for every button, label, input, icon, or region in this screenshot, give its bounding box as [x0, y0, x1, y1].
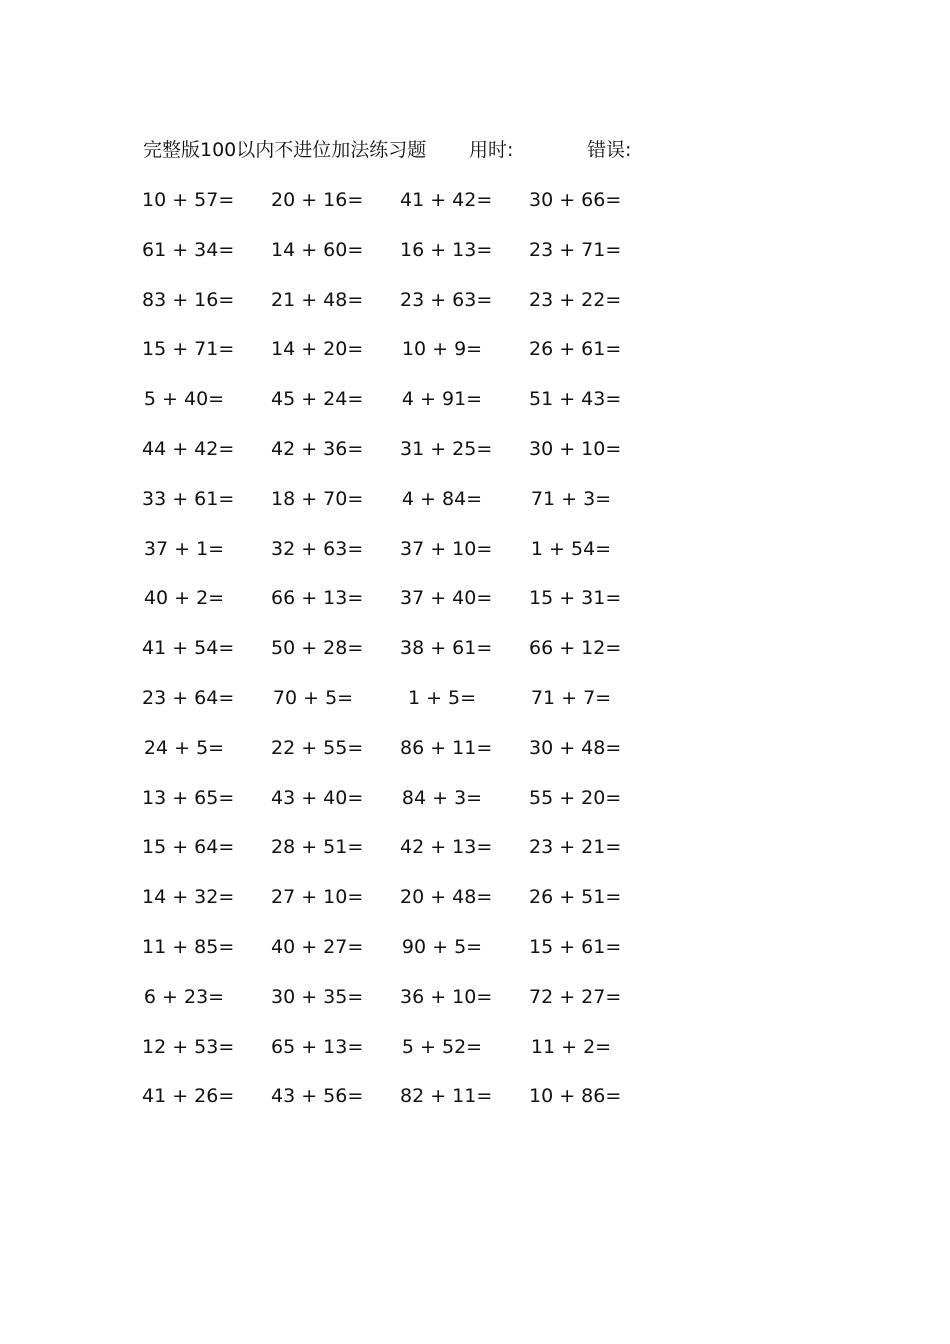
addition-problem: 15 + 64=	[142, 836, 235, 859]
problem-grid	[143, 186, 663, 1132]
addition-problem: 66 + 13=	[271, 587, 364, 610]
addition-problem: 30 + 10=	[529, 437, 622, 460]
addition-problem: 41 + 54=	[142, 637, 235, 660]
addition-problem: 23 + 21=	[529, 836, 622, 859]
addition-problem: 20 + 16=	[271, 189, 364, 211]
addition-problem: 14 + 60=	[271, 238, 364, 261]
addition-problem: 42 + 36=	[271, 437, 364, 460]
addition-problem: 22 + 55=	[271, 736, 364, 759]
addition-problem: 66 + 12=	[529, 637, 622, 660]
addition-problem: 23 + 71=	[529, 238, 622, 261]
addition-problem: 10 + 86=	[529, 1085, 622, 1108]
addition-problem: 11 + 85=	[142, 935, 235, 958]
addition-problem: 37 + 10=	[400, 537, 493, 560]
problem-row	[143, 435, 663, 485]
addition-problem: 90 + 5=	[401, 935, 483, 958]
problem-row	[143, 535, 663, 585]
problem-row	[143, 1033, 663, 1083]
addition-problem: 15 + 31=	[529, 587, 622, 610]
addition-problem: 15 + 61=	[529, 935, 622, 958]
addition-problem: 41 + 26=	[142, 1085, 235, 1108]
addition-problem: 5 + 52=	[401, 1035, 483, 1058]
addition-problem: 61 + 34=	[142, 238, 235, 261]
addition-problem: 23 + 64=	[142, 686, 235, 709]
addition-problem: 44 + 42=	[142, 437, 235, 460]
problem-row	[143, 784, 663, 834]
problem-row	[143, 983, 663, 1033]
addition-problem: 30 + 66=	[529, 189, 622, 211]
addition-problem: 5 + 40=	[143, 388, 225, 411]
addition-problem: 33 + 61=	[142, 487, 235, 510]
addition-problem: 1 + 54=	[530, 537, 612, 560]
addition-problem: 36 + 10=	[400, 985, 493, 1008]
addition-problem: 37 + 1=	[143, 537, 225, 560]
addition-problem: 27 + 10=	[271, 886, 364, 909]
problem-row	[143, 1082, 663, 1132]
addition-problem: 50 + 28=	[271, 637, 364, 660]
problem-row	[143, 186, 663, 236]
addition-problem: 18 + 70=	[271, 487, 364, 510]
addition-problem: 42 + 13=	[400, 836, 493, 859]
addition-problem: 21 + 48=	[271, 288, 364, 311]
addition-problem: 86 + 11=	[400, 736, 493, 759]
addition-problem: 26 + 51=	[529, 886, 622, 909]
addition-problem: 6 + 23=	[143, 985, 225, 1008]
addition-problem: 41 + 42=	[400, 189, 493, 211]
addition-problem: 43 + 40=	[271, 786, 364, 809]
addition-problem: 43 + 56=	[271, 1085, 364, 1108]
worksheet-title: 完整版100以内不进位加法练习题	[143, 139, 427, 161]
addition-problem: 84 + 3=	[401, 786, 483, 809]
addition-problem: 40 + 27=	[271, 935, 364, 958]
addition-problem: 28 + 51=	[271, 836, 364, 859]
addition-problem: 45 + 24=	[271, 388, 364, 411]
addition-problem: 32 + 63=	[271, 537, 364, 560]
problem-row	[143, 883, 663, 933]
problem-row	[143, 236, 663, 286]
addition-problem: 23 + 63=	[400, 288, 493, 311]
addition-problem: 14 + 32=	[142, 886, 235, 909]
addition-problem: 26 + 61=	[529, 338, 622, 361]
addition-problem: 11 + 2=	[530, 1035, 612, 1058]
addition-problem: 24 + 5=	[143, 736, 225, 759]
addition-problem: 82 + 11=	[400, 1085, 493, 1108]
problem-row	[143, 833, 663, 883]
addition-problem: 38 + 61=	[400, 637, 493, 660]
addition-problem: 30 + 35=	[271, 985, 364, 1008]
problem-row	[143, 485, 663, 535]
addition-problem: 4 + 91=	[401, 388, 483, 411]
addition-problem: 4 + 84=	[401, 487, 483, 510]
addition-problem: 1 + 5=	[407, 686, 477, 709]
problem-row	[143, 684, 663, 734]
problem-row	[143, 286, 663, 336]
addition-problem: 40 + 2=	[143, 587, 225, 610]
addition-problem: 13 + 65=	[142, 786, 235, 809]
problem-row	[143, 335, 663, 385]
addition-problem: 65 + 13=	[271, 1035, 364, 1058]
addition-problem: 23 + 22=	[529, 288, 622, 311]
addition-problem: 10 + 9=	[401, 338, 483, 361]
problem-row	[143, 584, 663, 634]
problem-row	[143, 734, 663, 784]
addition-problem: 20 + 48=	[400, 886, 493, 909]
addition-problem: 12 + 53=	[142, 1035, 235, 1058]
problem-row	[143, 385, 663, 435]
errors-label: 错误:	[587, 139, 632, 161]
problem-row	[143, 634, 663, 684]
time-used-label: 用时:	[469, 139, 514, 161]
addition-problem: 83 + 16=	[142, 288, 235, 311]
addition-problem: 55 + 20=	[529, 786, 622, 809]
worksheet-header	[143, 136, 703, 164]
addition-problem: 10 + 57=	[142, 189, 235, 211]
addition-problem: 14 + 20=	[271, 338, 364, 361]
addition-problem: 15 + 71=	[142, 338, 235, 361]
addition-problem: 51 + 43=	[529, 388, 622, 411]
addition-problem: 16 + 13=	[400, 238, 493, 261]
addition-problem: 72 + 27=	[529, 985, 622, 1008]
addition-problem: 30 + 48=	[529, 736, 622, 759]
addition-problem: 71 + 3=	[530, 487, 612, 510]
problem-row	[143, 933, 663, 983]
addition-problem: 70 + 5=	[272, 686, 354, 709]
addition-problem: 37 + 40=	[400, 587, 493, 610]
addition-problem: 71 + 7=	[530, 686, 612, 709]
addition-problem: 31 + 25=	[400, 437, 493, 460]
